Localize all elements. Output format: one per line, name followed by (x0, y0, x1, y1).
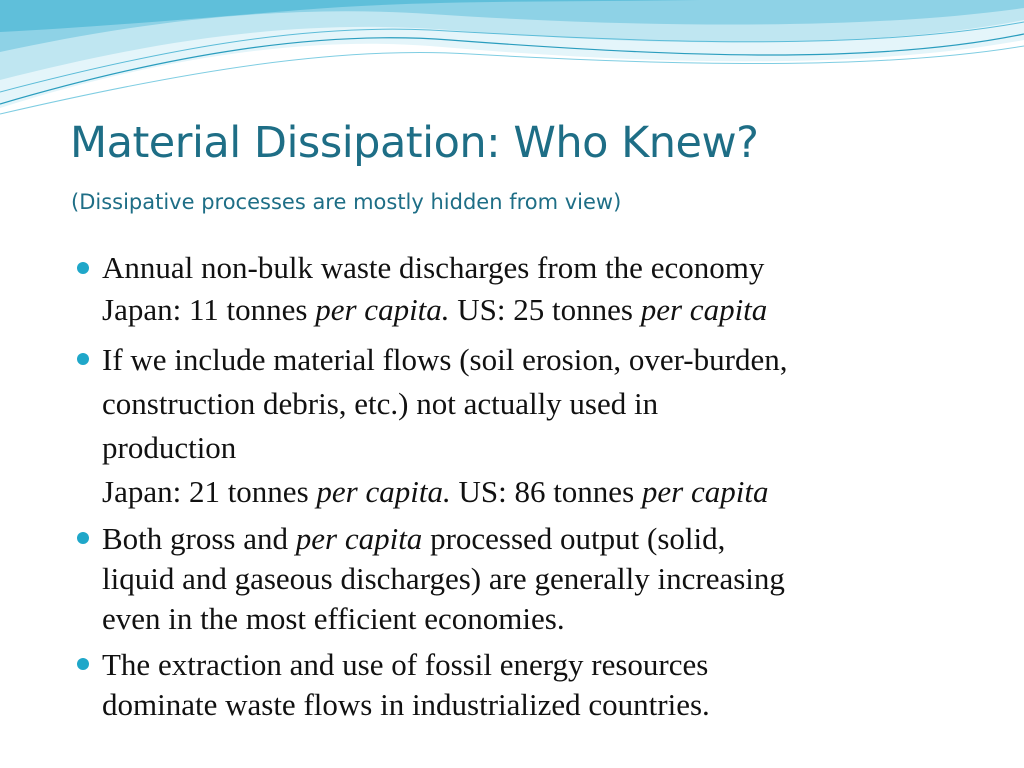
text-segment: liquid and gaseous discharges) are generally increasing (102, 561, 785, 596)
bullet-line (102, 470, 990, 514)
slide-title: Material Dissipation: Who Knew? (70, 118, 759, 168)
text-segment: US: 86 tonnes (450, 474, 642, 509)
text-segment: If we include material flows (soil erosion, over-burden, (102, 342, 788, 377)
bullet-line (102, 559, 990, 599)
bullet-item (70, 519, 990, 639)
text-segment: even in the most efficient economies. (102, 601, 565, 636)
italic-segment: per capita (641, 474, 769, 509)
bullet-line (102, 247, 990, 289)
text-segment: US: 25 tonnes (449, 292, 641, 327)
bullet-line (102, 289, 990, 331)
bullet-line (102, 426, 990, 470)
text-segment: Annual non-bulk waste discharges from the economy (102, 250, 765, 285)
bullet-dot-icon (77, 658, 89, 670)
text-segment: Both gross and (102, 521, 296, 556)
bullet-line (102, 338, 990, 382)
text-segment: The extraction and use of fossil energy resources (102, 647, 709, 682)
text-segment: Japan: 11 tonnes (102, 292, 316, 327)
slide-subtitle: (Dissipative processes are mostly hidden from view) (71, 190, 622, 214)
bullet-line (102, 519, 990, 559)
italic-segment: per capita (295, 521, 423, 556)
bullet-list (70, 247, 990, 725)
bullet-item (70, 338, 990, 514)
bullet-item (70, 247, 990, 331)
bullet-line (102, 685, 990, 725)
header-wave-decoration (0, 0, 1024, 130)
text-segment: dominate waste flows in industrialized countries. (102, 687, 710, 722)
italic-segment: per capita (640, 292, 768, 327)
text-segment: Japan: 21 tonnes (102, 474, 317, 509)
text-segment: production (102, 430, 237, 465)
text-segment: processed output (solid, (422, 521, 726, 556)
bullet-line (102, 645, 990, 685)
bullet-dot-icon (77, 353, 89, 365)
bullet-line (102, 599, 990, 639)
bullet-dot-icon (77, 262, 89, 274)
bullet-dot-icon (77, 532, 89, 544)
italic-segment: per capita. (315, 292, 450, 327)
text-segment: construction debris, etc.) not actually used in (102, 386, 659, 421)
bullet-line (102, 382, 990, 426)
italic-segment: per capita. (316, 474, 451, 509)
bullet-item (70, 645, 990, 725)
